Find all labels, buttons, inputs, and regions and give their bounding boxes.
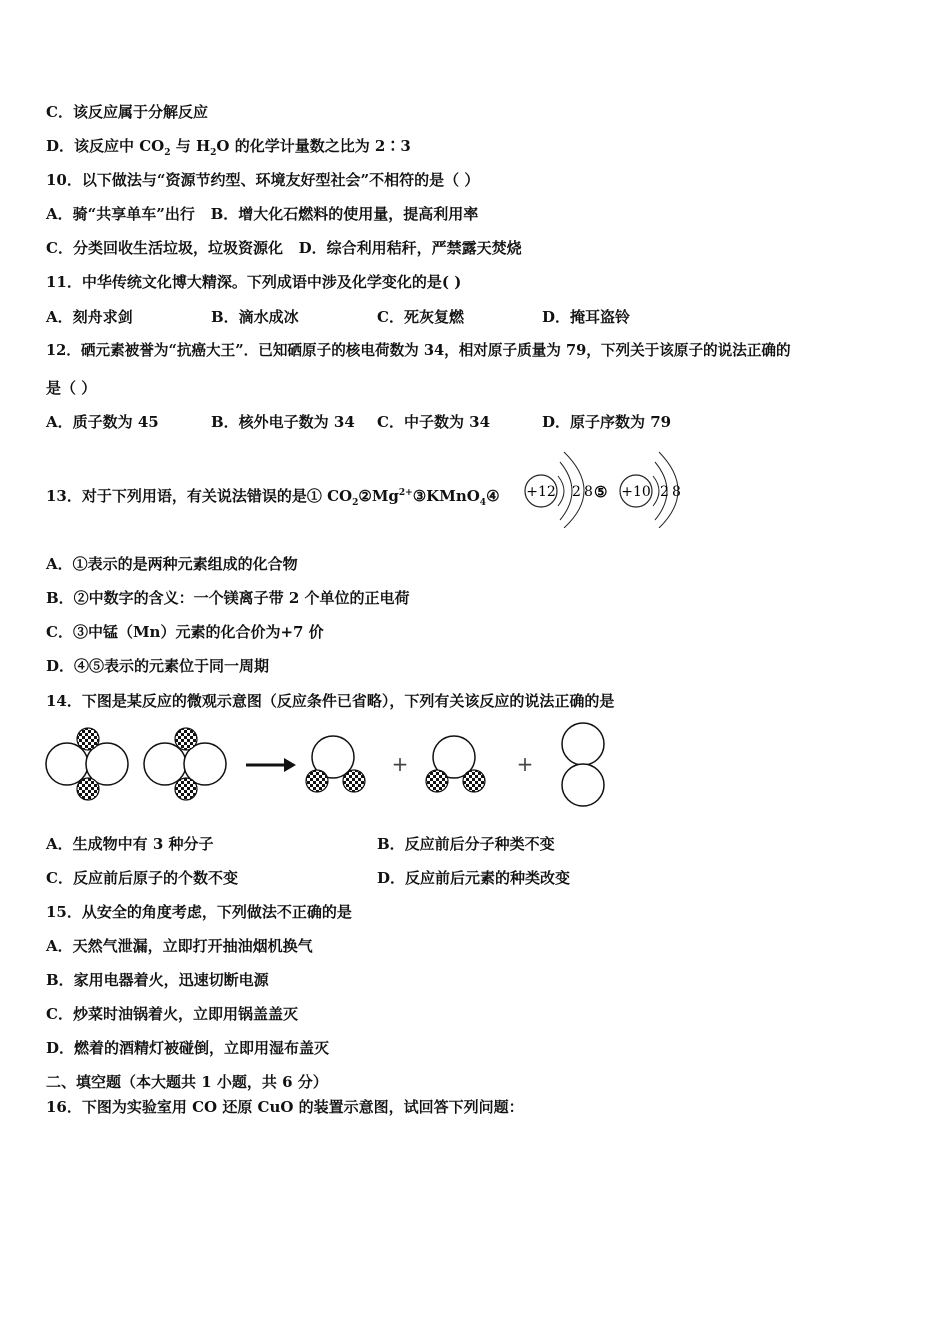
reactant-molecule (144, 728, 226, 800)
section-title: 二、填空题（本大题共 1 小题，共 6 分） (46, 1073, 328, 1091)
q15-option-c: C．炒菜时油锅着火，立即用锅盖盖灭 (46, 1005, 298, 1023)
q15-option-b: B．家用电器着火，迅速切断电源 (46, 971, 269, 989)
reactant-molecule (46, 728, 128, 800)
q10-options-ab (46, 204, 478, 224)
q15-option-d: D．燃着的酒精灯被碰倒，立即用湿布盖灭 (46, 1039, 330, 1057)
q13-option-c: C．③中锰（Mn）元素的化合价为+7 价 (46, 623, 324, 641)
q10-option-b: B．增大化石燃料的使用量，提高利用率 (210, 205, 479, 223)
reaction-arrow (246, 758, 296, 772)
q11-stem: 11．中华传统文化博大精深。下列成语中涉及化学变化的是( ) (46, 273, 462, 291)
nucleus-charge: +10 (621, 484, 651, 500)
q13-option-a: A．①表示的是两种元素组成的化合物 (46, 555, 298, 573)
q14-option-c: C．反应前后原子的个数不变 (46, 869, 238, 887)
shell-electron-count: 8 (584, 484, 593, 500)
q11-option-d: D．掩耳盗铃 (542, 308, 631, 326)
q14-option-d: D．反应前后元素的种类改变 (377, 869, 571, 887)
q12-stem-line2: 是（ ） (46, 379, 97, 397)
electron-shell-arc (558, 476, 564, 506)
q12-option-c: C．中子数为 34 (377, 413, 491, 431)
shell-electron-count: 8 (672, 484, 681, 500)
q15-stem: 15．从安全的角度考虑，下列做法不正确的是 (46, 903, 352, 921)
q12-option-a: A．质子数为 45 (46, 413, 159, 431)
q11-option-b: B．滴水成冰 (211, 308, 299, 326)
q12-option-b: B．核外电子数为 34 (211, 413, 355, 431)
q14-stem: 14．下图是某反应的微观示意图（反应条件已省略），下列有关该反应的说法正确的是 (46, 692, 615, 710)
q10-option-d: D．综合利用秸秆，严禁露天焚烧 (298, 239, 522, 257)
nucleus-charge: +12 (526, 484, 556, 500)
product-molecule (306, 736, 365, 792)
shell-electron-count: 2 (572, 484, 581, 500)
plus-sign: + (516, 752, 534, 776)
q9-option-c: C．该反应属于分解反应 (46, 103, 208, 121)
reaction-micro-diagram (40, 718, 620, 814)
q11-option-a: A．刻舟求剑 (46, 308, 133, 326)
q13-stem: 13．对于下列用语，有关说法错误的是① $CO_2②Mg^{2+}③KMnO_4④$ (46, 487, 500, 508)
q10-stem: 10．以下做法与“资源节约型、环境友好型社会”不相符的是（ ） (46, 171, 480, 189)
q15-option-a: A．天然气泄漏，立即打开抽油烟机换气 (46, 937, 313, 955)
q14-option-a: A．生成物中有 3 种分子 (46, 835, 214, 853)
electron-shell-arc (560, 462, 572, 520)
plus-sign: + (391, 752, 409, 776)
q9-option-d: D．该反应中 $CO_2$ 与 $H_2O$ 的化学计量数之比为 2∶3 (46, 137, 411, 158)
q10-options-cd (46, 238, 522, 258)
atom-diagram-5 (620, 452, 681, 528)
q10-option-c: C．分类回收生活垃圾，垃圾资源化 (46, 239, 283, 257)
product-molecule (562, 723, 604, 806)
q10-option-a: A．骑“共享单车”出行 (46, 205, 195, 223)
atom-diagram-4 (525, 452, 593, 528)
q16-stem: 16．下图为实验室用 CO 还原 CuO 的装置示意图，试回答下列问题： (46, 1098, 524, 1116)
q13-option-d: D．④⑤表示的元素位于同一周期 (46, 657, 270, 675)
q12-stem-line1: 12．硒元素被誉为“抗癌大王”．已知硒原子的核电荷数为 34，相对原子质量为 79，下列关于该原子的说法正确的 (46, 342, 791, 359)
product-molecule (426, 736, 485, 792)
q14-option-b: B．反应前后分子种类不变 (377, 835, 555, 853)
electron-shell-arc (653, 476, 659, 506)
atom-structure-diagrams (520, 448, 700, 528)
shell-electron-count: 2 (660, 484, 669, 500)
q13-option-b: B．②中数字的含义：一个镁离子带 2 个单位的正电荷 (46, 589, 410, 607)
q11-option-c: C．死灰复燃 (377, 308, 464, 326)
q12-option-d: D．原子序数为 79 (542, 413, 672, 431)
marker-5: ⑤ (594, 483, 608, 501)
